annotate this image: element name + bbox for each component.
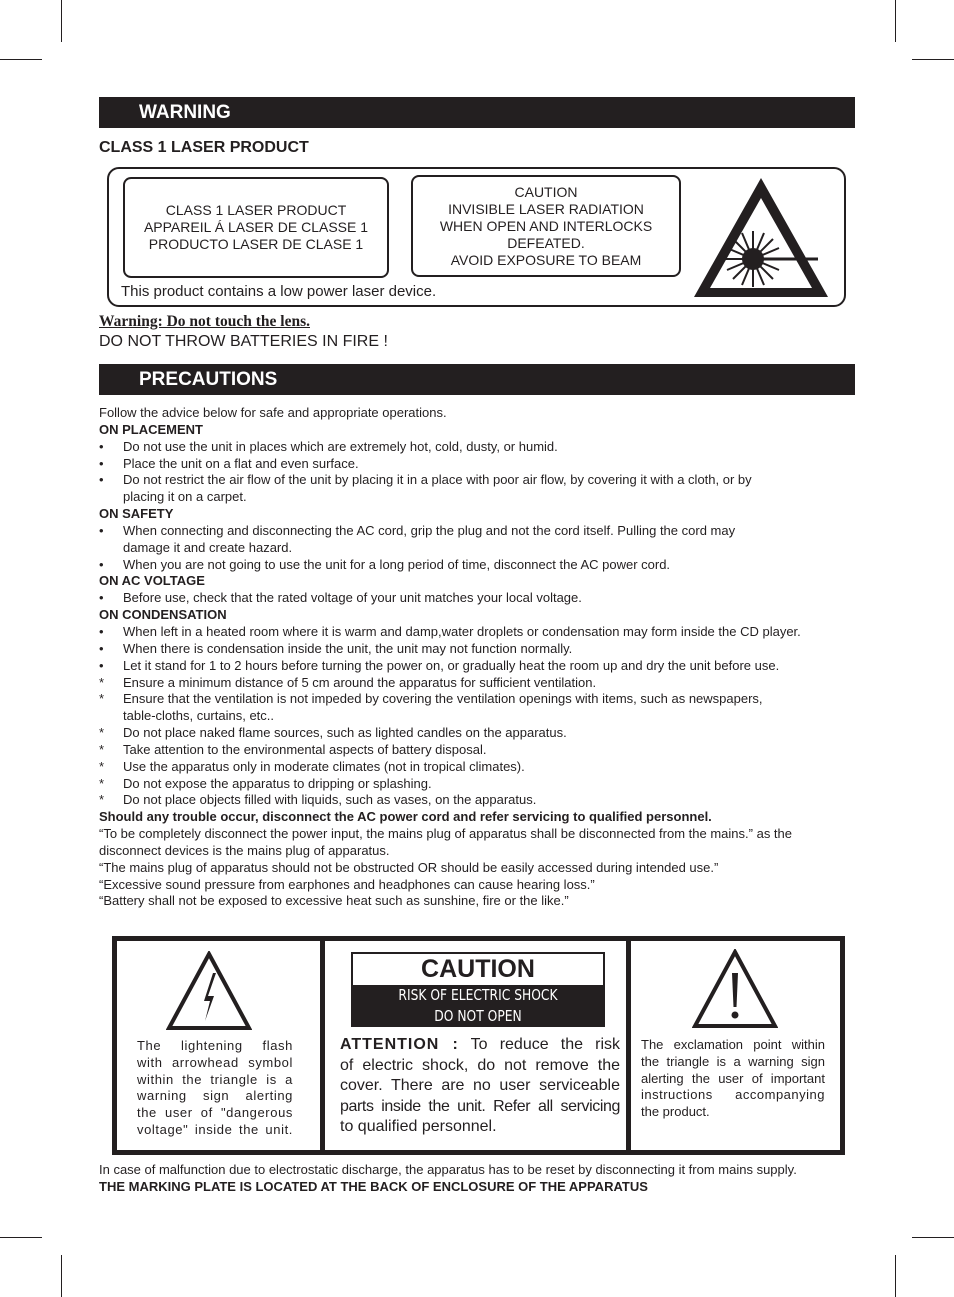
description-line: alerting the user of important — [641, 1070, 825, 1086]
precautions-header: PRECAUTIONS — [99, 364, 855, 395]
caution-subtitle: DO NOT OPEN — [434, 1007, 522, 1025]
precautions-intro: Follow the advice below for safe and appropriate operations. — [99, 405, 447, 420]
description-line: voltage" inside the unit. — [137, 1121, 293, 1137]
trouble-notice: Should any trouble occur, disconnect the AC power cord and refer servicing to qualified personnel. — [99, 809, 712, 825]
lightning-description — [137, 1038, 293, 1139]
crop-mark — [912, 1237, 954, 1238]
quote-line: “Battery shall not be exposed to excessive heat such as sunshine, fire or the like.” — [99, 893, 569, 909]
crop-mark — [895, 0, 896, 42]
label-line: DEFEATED. — [507, 234, 585, 251]
esd-notice: In case of malfunction due to electrostatic discharge, the apparatus has to be reset by disconnecting it from mains supply. — [99, 1162, 797, 1177]
attention-line: to qualified personnel. — [340, 1118, 497, 1135]
laser-class-title: CLASS 1 LASER PRODUCT — [99, 139, 309, 156]
quote-line: “The mains plug of apparatus should not be obstructed OR should be easily accessed during intended use.” — [99, 859, 719, 875]
quote-line: “To be completely disconnect the power input, the mains plug of apparatus shall be disconnected from the mains.” as the — [99, 826, 792, 842]
list-item: • Let it stand for 1 to 2 hours before turning the power on, or gradually heat the room up and dry the unit before use. — [99, 657, 780, 673]
crop-mark — [912, 59, 954, 60]
caution-subtitle-band — [352, 985, 604, 1026]
crop-mark — [61, 0, 62, 42]
crop-mark — [0, 1237, 42, 1238]
crop-mark — [61, 1255, 62, 1297]
list-item: • Do not restrict the air flow of the unit by placing it in a place with poor air flow, by covering it with a cloth, or by — [99, 472, 752, 488]
list-item: • Place the unit on a flat and even surface. — [99, 455, 359, 471]
list-item: • When connecting and disconnecting the AC cord, grip the plug and not the cord itself. Pulling the cord may — [99, 522, 736, 538]
description-line: the triangle is a warning sign — [641, 1053, 825, 1069]
label-line: CLASS 1 LASER PRODUCT — [165, 202, 347, 218]
attention-text — [340, 1035, 620, 1138]
list-item-continued: placing it on a carpet. — [123, 489, 247, 505]
attention-label: ATTENTION : — [340, 1036, 459, 1053]
section-heading: ON CONDENSATION — [99, 607, 227, 623]
exclamation-description — [641, 1037, 825, 1121]
lightning-triangle-icon — [166, 951, 252, 1031]
warning-header: WARNING — [99, 97, 855, 128]
caution-label — [351, 952, 605, 1027]
note-item: * Do not place naked flame sources, such as lighted candles on the apparatus. — [99, 725, 567, 741]
exclamation-triangle-icon — [692, 949, 778, 1029]
description-line: The exclamation point within — [641, 1037, 825, 1052]
laser-class-label — [123, 177, 389, 278]
column-divider — [320, 941, 325, 1150]
marking-plate-notice: THE MARKING PLATE IS LOCATED AT THE BACK OF ENCLOSURE OF THE APPARATUS — [99, 1179, 648, 1194]
note-item: * Do not place objects filled with liquids, such as vases, on the apparatus. — [99, 792, 537, 808]
attention-line: parts inside the unit. Refer all servicing — [340, 1097, 620, 1115]
note-item-continued: table-cloths, curtains, etc.. — [123, 708, 275, 724]
crop-mark — [895, 1255, 896, 1297]
lens-warning: Warning: Do not touch the lens. — [99, 313, 310, 330]
attention-line: cover. There are no user serviceable — [340, 1077, 620, 1094]
note-item: * Take attention to the environmental aspects of battery disposal. — [99, 741, 487, 757]
description-line: with arrowhead symbol — [137, 1054, 293, 1070]
attention-line: of electric shock, do not remove the — [340, 1056, 620, 1074]
section-heading: ON SAFETY — [99, 506, 174, 522]
list-item: • Do not use the unit in places which are extremely hot, cold, dusty, or humid. — [99, 438, 558, 454]
caution-title: CAUTION — [421, 955, 535, 983]
description-line: within the triangle is a — [137, 1071, 293, 1087]
label-line: AVOID EXPOSURE TO BEAM — [450, 251, 642, 268]
label-line: APPAREIL Á LASER DE CLASSE 1 — [143, 219, 369, 235]
list-item: • When left in a heated room where it is warm and damp,water droplets or condensation may form inside the CD player. — [99, 623, 801, 639]
note-item: * Ensure that the ventilation is not impeded by covering the ventilation openings with items, such as newspapers, — [99, 691, 763, 707]
crop-mark — [0, 59, 42, 60]
note-item: * Use the apparatus only in moderate climates (not in tropical climates). — [99, 758, 525, 774]
laser-caution-label — [411, 175, 681, 277]
label-line: INVISIBLE LASER RADIATION — [448, 200, 644, 217]
caution-subtitle: RISK OF ELECTRIC SHOCK — [398, 986, 558, 1004]
description-line: warning sign alerting — [137, 1088, 293, 1104]
battery-warning: DO NOT THROW BATTERIES IN FIRE ! — [99, 333, 388, 350]
attention-line: ATTENTION : To reduce the risk — [340, 1036, 621, 1053]
laser-note: This product contains a low power laser device. — [121, 283, 437, 300]
column-divider — [626, 941, 631, 1150]
label-line: WHEN OPEN AND INTERLOCKS — [439, 217, 653, 234]
list-item-continued: damage it and create hazard. — [123, 539, 293, 555]
note-item: * Ensure a minimum distance of 5 cm around the apparatus for sufficient ventilation. — [99, 674, 597, 690]
description-line: The lightening flash — [137, 1038, 293, 1053]
list-item: • When you are not going to use the unit for a long period of time, disconnect the AC power cord. — [99, 556, 671, 572]
quote-line: disconnect devices is the mains plug of apparatus. — [99, 842, 390, 858]
section-heading: ON AC VOLTAGE — [99, 573, 205, 589]
list-item: • Before use, check that the rated voltage of your unit matches your local voltage. — [99, 590, 582, 606]
quote-line: “Excessive sound pressure from earphones and headphones can cause hearing loss.” — [99, 876, 595, 892]
description-line: the product. — [641, 1104, 710, 1120]
section-heading: ON PLACEMENT — [99, 421, 203, 437]
label-line: PRODUCTO LASER DE CLASE 1 — [148, 236, 364, 252]
note-item: * Do not expose the apparatus to dripping or splashing. — [99, 775, 432, 791]
description-line: instructions accompanying — [641, 1087, 825, 1103]
label-line: CAUTION — [514, 183, 578, 200]
description-line: the user of "dangerous — [137, 1105, 293, 1121]
laser-hazard-icon — [690, 174, 832, 301]
list-item: • When there is condensation inside the unit, the unit may not function normally. — [99, 640, 573, 656]
precautions-body — [99, 405, 859, 910]
